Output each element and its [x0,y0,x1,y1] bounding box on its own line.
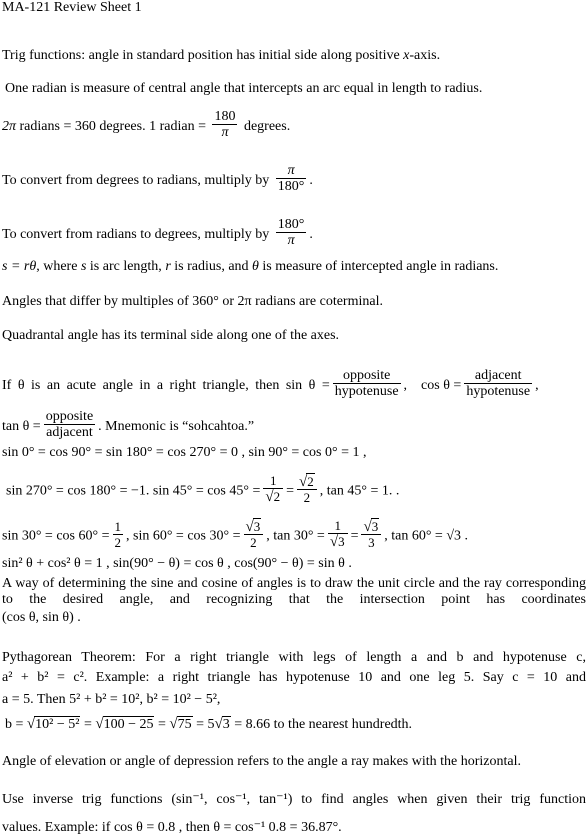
tan-theta-line [2,409,255,442]
arc-desc-3: is radius, and [170,259,253,274]
tan-theta-eq: tan θ = [2,419,41,435]
degrees-text: degrees. [240,119,291,135]
arc-desc-2: is arc length, [86,259,166,274]
unit-circle-paragraph: A way of determining the sine and cosine of angles is to draw the unit circle and the ray corresponding to the desired angle, and recognizing that the intersection point has coordinates [2,576,586,607]
root-expression-3: √75 [169,716,192,732]
frac-num: 1 [114,518,121,534]
radian-definition: One radian is measure of central angle that intercepts an arc equal in length to radius. [5,81,483,96]
tan45-text: , tan 45° = 1. . [319,483,400,499]
sin30-text: sin 30° = cos 60° = [2,528,110,544]
one-half [113,520,124,550]
frac-num: adjacent [474,368,522,383]
frac-num: 180 [214,109,236,124]
unit-circle-coords: (cos θ, sin θ) . [2,610,81,625]
pythagorean-line-2: a² + b² = c². Example: a right triangle has hypotenuse 10 and one leg 5. Say c = 10 and [2,670,586,685]
identities-line: sin² θ + cos² θ = 1 , sin(90° − θ) = cos θ , cos(90° − θ) = sin θ . [2,556,352,571]
frac-den: √2 [263,488,283,505]
frac-den: 3 [361,534,381,550]
fraction-180-over-pi [212,110,237,140]
special-values-line-1: sin 0° = cos 90° = sin 180° = cos 270° = 0 , sin 90° = cos 0° = 1 , [2,445,367,460]
theta-var: θ [252,259,259,274]
quadrantal-line: Quadrantal angle has its terminal side along one of the axes. [2,328,340,343]
mnemonic-text: . Mnemonic is “sohcahtoa.” [98,419,255,435]
frac-num: opposite [45,409,94,424]
two-pi: 2π [2,119,17,135]
elevation-line: Angle of elevation or angle of depression refers to the angle a ray makes with the horizontal. [2,754,521,769]
sin270-text: sin 270° = cos 180° = −1. sin 45° = cos 45° = [6,483,261,499]
b-eq: b = [5,717,27,732]
fraction-180-over-pi [276,218,307,248]
frac-num: √3 [245,518,261,535]
coterminal-line: Angles that differ by multiples of 360° or 2π radians are coterminal. [2,294,383,309]
five-factor: = 5 [192,717,215,732]
root-two-over-two [297,475,317,505]
frac-den: 2 [114,534,121,550]
tan-ratio-fraction [44,410,95,440]
acute-intro: If θ is an acute angle in a right triangle, then sin θ = [2,378,330,394]
frac-num: √2 [299,473,314,490]
arc-formula: s = rθ [2,259,37,274]
root-expression-4: √3 [214,716,230,732]
pythagorean-line-4 [5,716,412,733]
special-values-line-3: sin 30° = cos 60° = $\frac{1}{2}$ , sin 60° = cos 30° = $\frac{√3}{2}$ , tan 30° = $\frac{1}{√3}$ = $\frac{√3}{3}$ , tan 60° = √3 . [2,518,468,550]
trig-functions-text: Trig functions: angle in standard position has initial side along positive [2,48,404,63]
to-degrees-text: To convert from radians to degrees, multiply by [2,227,273,243]
frac-den: hypotenuse [334,384,399,399]
sin60-text: , sin 60° = cos 30° = [126,528,241,544]
r-var: r [165,259,171,274]
frac-num: 180° [277,217,305,232]
radians-degrees-line [2,109,291,142]
root-expression-2: √100 − 25 [95,716,154,732]
inverse-trig-line-2: values. Example: if cos θ = 0.8 , then θ = cos⁻¹ 0.8 = 36.87°. [2,820,342,835]
x-var: x [403,48,410,63]
arc-length-line [2,259,498,275]
page-title: MA-121 Review Sheet 1 [2,0,142,15]
root-expression-1: √10² − 5² [26,716,80,732]
frac-num: π [287,163,295,178]
one-over-root-two [263,474,283,505]
frac-den: √3 [328,533,348,550]
sin-ratio-fraction [333,369,401,399]
trig-functions-end: -axis. [409,48,441,63]
trig-functions-line [2,48,440,64]
frac-num: √3 [363,518,379,535]
frac-den: π [276,232,307,248]
inverse-trig-line-1: Use inverse trig functions (sin⁻¹, cos⁻¹, tan⁻¹) to find angles when given their trig function [2,792,586,807]
frac-den: 180° [277,179,305,194]
fraction-pi-over-180 [276,164,307,194]
arc-desc-4: is measure of intercepted angle in radians. [258,259,499,274]
frac-den: hypotenuse [466,384,531,399]
to-radians-line: To convert from degrees to radians, multiply by $\frac{\pi}{180^\circ}$ . [2,163,313,194]
cos-theta-eq: cos θ = [421,378,462,394]
root-three-over-two [244,520,264,550]
frac-num: 1 [334,518,341,533]
root-three-over-three [361,520,381,550]
one-over-root-three [328,519,348,550]
frac-num: opposite [342,368,391,383]
pythagorean-line-1: Pythagorean Theorem: For a right triangle with legs of length a and b and hypotenuse c, [2,650,586,665]
to-radians-text: To convert from degrees to radians, multiply by [2,173,273,189]
cos-ratio-fraction [464,369,532,399]
frac-den: 2 [244,534,264,550]
special-values-line-2: sin 270° = cos 180° = −1. sin 45° = cos 45° = $\frac{1}{√2}$ = $\frac{√2}{2}$ , tan 45° = 1. . [6,473,400,505]
equals-1: = [80,717,96,732]
acute-angle-line: If θ is an acute angle in a right triangle, then sin θ = $\frac{\text{opposite}}{\text{hypotenuse}}$ , cos θ = $\frac{\text{adjacent}}{\text{hypotenuse}}$ , [2,368,539,399]
nearest-hundredth: = 8.66 to the nearest hundredth. [230,717,413,732]
equals-2: = [154,717,170,732]
frac-den: adjacent [44,424,95,440]
radians-eq-text: radians = 360 degrees. 1 radian = [16,119,210,135]
to-degrees-line: To convert from radians to degrees, multiply by $\frac{180^\circ}{\pi}$ . [2,217,313,248]
arc-desc-1: , where [36,259,81,274]
pythagorean-line-3: a = 5. Then 5² + b² = 10², b² = 10² − 5², [2,692,221,707]
tan60-text: , tan 60° = √3 . [384,528,468,544]
tan30-text: , tan 30° = [266,528,325,544]
frac-den: π [212,124,237,140]
s-var: s [80,259,87,274]
frac-den: 2 [297,489,317,505]
frac-num: 1 [269,473,277,488]
